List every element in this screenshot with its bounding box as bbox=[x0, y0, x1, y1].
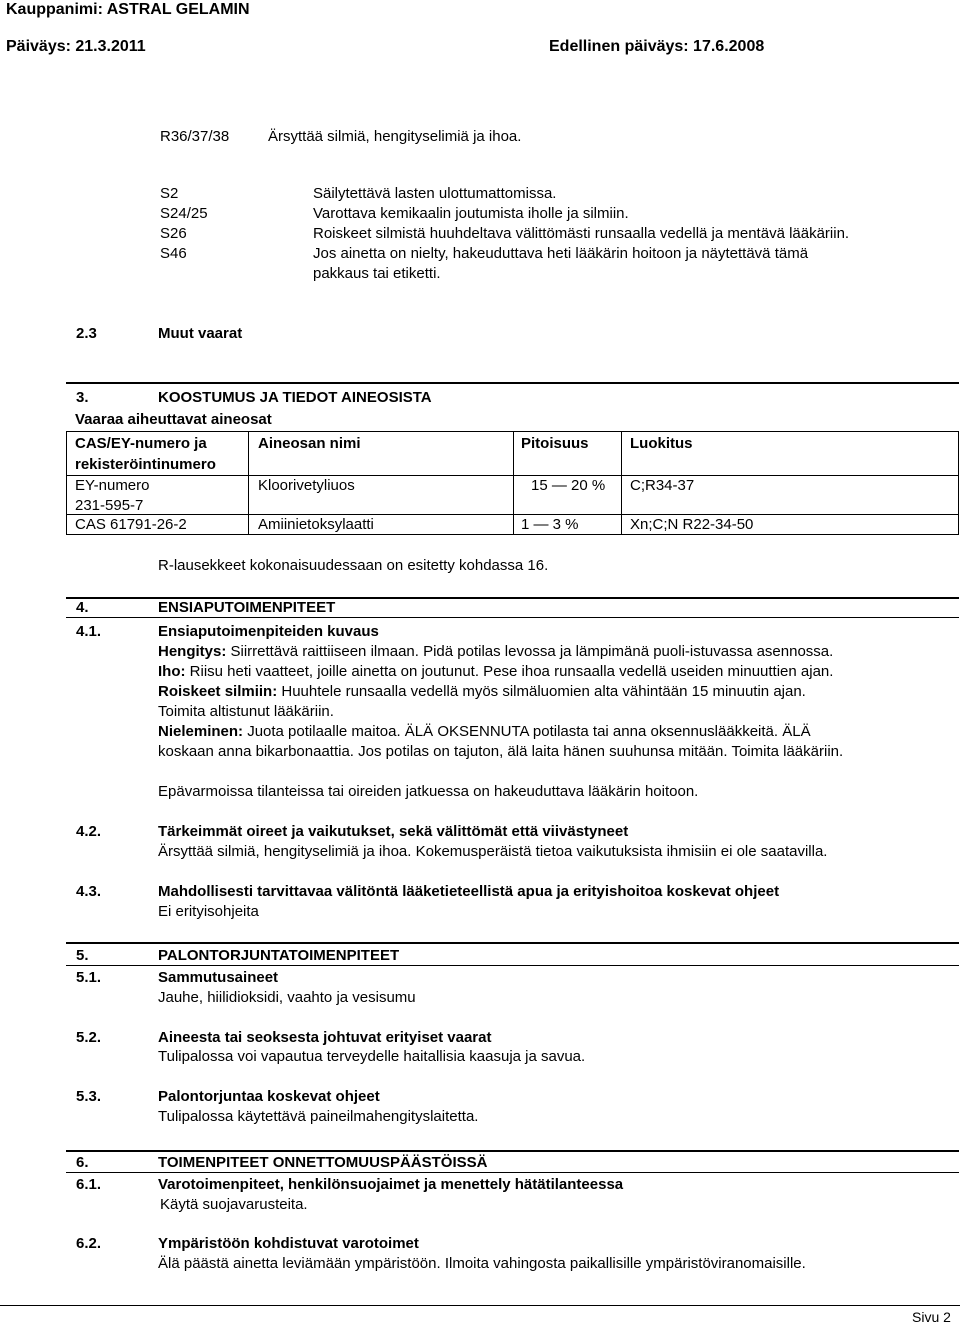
previous-date: Edellinen päiväys: 17.6.2008 bbox=[549, 38, 765, 55]
section-6-1-title: Varotoimenpiteet, henkilönsuojaimet ja menettely hätätilanteessa bbox=[158, 1176, 624, 1193]
first-aid-inhalation-label: Hengitys: bbox=[158, 643, 227, 660]
section-6-title: TOIMENPITEET ONNETTOMUUSPÄÄSTÖISSÄ bbox=[158, 1154, 488, 1171]
s-phrase-text: Roiskeet silmistä huuhdeltava välittömästi runsaalla vedellä ja mentävä lääkäriin. bbox=[313, 225, 850, 242]
table-border-right bbox=[958, 431, 959, 535]
first-aid-eyes bbox=[158, 682, 806, 701]
r-phrase-code: R36/37/38 bbox=[160, 128, 230, 145]
section-6-2-title: Ympäristöön kohdistuvat varotoimet bbox=[158, 1235, 419, 1252]
first-aid-eyes-text: Huuhtele runsaalla vedellä myös silmäluomien alta vähintään 15 minuutin ajan. bbox=[277, 683, 806, 700]
table-border-left bbox=[66, 431, 67, 535]
table-column-divider bbox=[621, 431, 622, 535]
table-header-id-continued: rekisteröintinumero bbox=[75, 456, 216, 473]
section-6-2-number: 6.2. bbox=[76, 1235, 102, 1252]
section-4-3-text: Ei erityisohjeita bbox=[158, 903, 259, 920]
table-cell-id-continued: 231-595-7 bbox=[75, 497, 144, 514]
r-phrase-text: Ärsyttää silmiä, hengityselimiä ja ihoa. bbox=[268, 128, 522, 145]
section-6-2-text: Älä päästä ainetta leviämään ympäristöön. Ilmoita vahingosta paikallisille ympäristöviranomaisille. bbox=[158, 1255, 806, 1272]
s-phrase-text-continued: pakkaus tai etiketti. bbox=[313, 265, 441, 282]
section-6-top-rule bbox=[66, 1150, 959, 1152]
table-header-id: CAS/EY-numero ja bbox=[75, 435, 207, 452]
section-2-3-title: Muut vaarat bbox=[158, 325, 243, 342]
section-6-1-number: 6.1. bbox=[76, 1176, 102, 1193]
first-aid-ingestion-label: Nieleminen: bbox=[158, 723, 244, 740]
first-aid-ingestion-text: Juota potilaalle maitoa. ÄLÄ OKSENNUTA potilasta tai anna oksennuslääkkeitä. ÄLÄ bbox=[243, 723, 811, 740]
section-2-3-number: 2.3 bbox=[76, 325, 97, 342]
section-5-1-text: Jauhe, hiilidioksidi, vaahto ja vesisumu bbox=[158, 989, 416, 1006]
table-cell-concentration: 1 — 3 % bbox=[521, 516, 579, 533]
section-5-1-number: 5.1. bbox=[76, 969, 102, 986]
section-3-subtitle: Vaaraa aiheuttavat aineosat bbox=[75, 411, 272, 428]
section-4-2-text: Ärsyttää silmiä, hengityselimiä ja ihoa. Kokemusperäistä tietoa vaikutuksista ihmisiin ei ole saatavilla. bbox=[158, 843, 828, 860]
section-5-top-rule bbox=[66, 942, 959, 944]
table-column-divider bbox=[513, 431, 514, 535]
table-header-concentration: Pitoisuus bbox=[521, 435, 589, 452]
table-cell-name: Kloorivetyliuos bbox=[258, 477, 355, 494]
r-phrases-note: R-lausekkeet kokonaisuudessaan on esitetty kohdassa 16. bbox=[158, 557, 549, 574]
section-6-1-text: Käytä suojavarusteita. bbox=[160, 1196, 308, 1213]
section-4-2-title: Tärkeimmät oireet ja vaikutukset, sekä välittömät että viivästyneet bbox=[158, 823, 629, 840]
section-3-number: 3. bbox=[76, 389, 89, 406]
table-cell-classification: Xn;C;N R22-34-50 bbox=[630, 516, 754, 533]
section-4-title: ENSIAPUTOIMENPITEET bbox=[158, 599, 336, 616]
first-aid-skin-text: Riisu heti vaatteet, joille ainetta on joutunut. Pese ihoa runsaalla vedellä useiden minuuttien ajan. bbox=[185, 663, 834, 680]
section-5-3-number: 5.3. bbox=[76, 1088, 102, 1105]
section-4-number: 4. bbox=[76, 599, 89, 616]
section-5-3-text: Tulipalossa käytettävä paineilmahengityslaitetta. bbox=[158, 1108, 479, 1125]
section-5-2-text: Tulipalossa voi vapautua terveydelle haitallisia kaasuja ja savua. bbox=[158, 1048, 586, 1065]
table-column-divider bbox=[248, 431, 249, 535]
section-6-number: 6. bbox=[76, 1154, 89, 1171]
section-4-1-number: 4.1. bbox=[76, 623, 102, 640]
first-aid-ingestion-continued: koskaan anna bikarbonaattia. Jos potilas on tajuton, älä laita hänen suuhunsa mitään. Toimita lääkäriin. bbox=[158, 743, 844, 760]
section-3-top-rule bbox=[66, 382, 959, 384]
first-aid-ingestion bbox=[158, 722, 811, 741]
trade-name: Kauppanimi: ASTRAL GELAMIN bbox=[6, 1, 250, 18]
first-aid-inhalation-text: Siirrettävä raittiiseen ilmaan. Pidä potilas levossa ja lämpimänä puoli-istuvassa asennossa. bbox=[226, 643, 834, 660]
s-phrase-code: S26 bbox=[160, 225, 187, 242]
section-3-title: KOOSTUMUS JA TIEDOT AINEOSISTA bbox=[158, 389, 432, 406]
table-cell-id: CAS 61791-26-2 bbox=[75, 516, 187, 533]
s-phrase-text: Jos ainetta on nielty, hakeuduttava heti lääkärin hoitoon ja näytettävä tämä bbox=[313, 245, 809, 262]
table-cell-id: EY-numero bbox=[75, 477, 150, 494]
table-cell-name: Amiinietoksylaatti bbox=[258, 516, 374, 533]
table-header-classification: Luokitus bbox=[630, 435, 693, 452]
s-phrase-code: S24/25 bbox=[160, 205, 208, 222]
s-phrase-text: Varottava kemikaalin joutumista iholle ja silmiin. bbox=[313, 205, 629, 222]
section-5-bottom-rule bbox=[66, 965, 959, 966]
section-5-number: 5. bbox=[76, 947, 89, 964]
section-4-3-title: Mahdollisesti tarvittavaa välitöntä lääketieteellistä apua ja erityishoitoa koskevat ohjeet bbox=[158, 883, 780, 900]
section-4-1-title: Ensiaputoimenpiteiden kuvaus bbox=[158, 623, 379, 640]
section-6-bottom-rule bbox=[66, 1172, 959, 1173]
table-cell-classification: C;R34-37 bbox=[630, 477, 695, 494]
s-phrase-text: Säilytettävä lasten ulottumattomissa. bbox=[313, 185, 557, 202]
section-4-bottom-rule bbox=[66, 617, 959, 618]
first-aid-inhalation bbox=[158, 642, 833, 661]
s-phrase-code: S2 bbox=[160, 185, 179, 202]
first-aid-eyes-continued: Toimita altistunut lääkäriin. bbox=[158, 703, 334, 720]
first-aid-skin-label: Iho: bbox=[158, 663, 186, 680]
footer-rule bbox=[0, 1305, 960, 1306]
date: Päiväys: 21.3.2011 bbox=[6, 38, 146, 55]
section-4-3-number: 4.3. bbox=[76, 883, 102, 900]
section-5-2-number: 5.2. bbox=[76, 1029, 102, 1046]
section-5-title: PALONTORJUNTATOIMENPITEET bbox=[158, 947, 400, 964]
first-aid-eyes-label: Roiskeet silmiin: bbox=[158, 683, 278, 700]
section-5-1-title: Sammutusaineet bbox=[158, 969, 279, 986]
section-5-2-title: Aineesta tai seoksesta johtuvat erityiset vaarat bbox=[158, 1029, 492, 1046]
first-aid-uncertain: Epävarmoissa tilanteissa tai oireiden jatkuessa on hakeuduttava lääkärin hoitoon. bbox=[158, 783, 699, 800]
section-4-2-number: 4.2. bbox=[76, 823, 102, 840]
table-cell-concentration: 15 — 20 % bbox=[531, 477, 606, 494]
page-number: Sivu 2 bbox=[912, 1309, 951, 1325]
table-header-name: Aineosan nimi bbox=[258, 435, 361, 452]
section-5-3-title: Palontorjuntaa koskevat ohjeet bbox=[158, 1088, 380, 1105]
first-aid-skin bbox=[158, 662, 833, 681]
s-phrase-code: S46 bbox=[160, 245, 187, 262]
